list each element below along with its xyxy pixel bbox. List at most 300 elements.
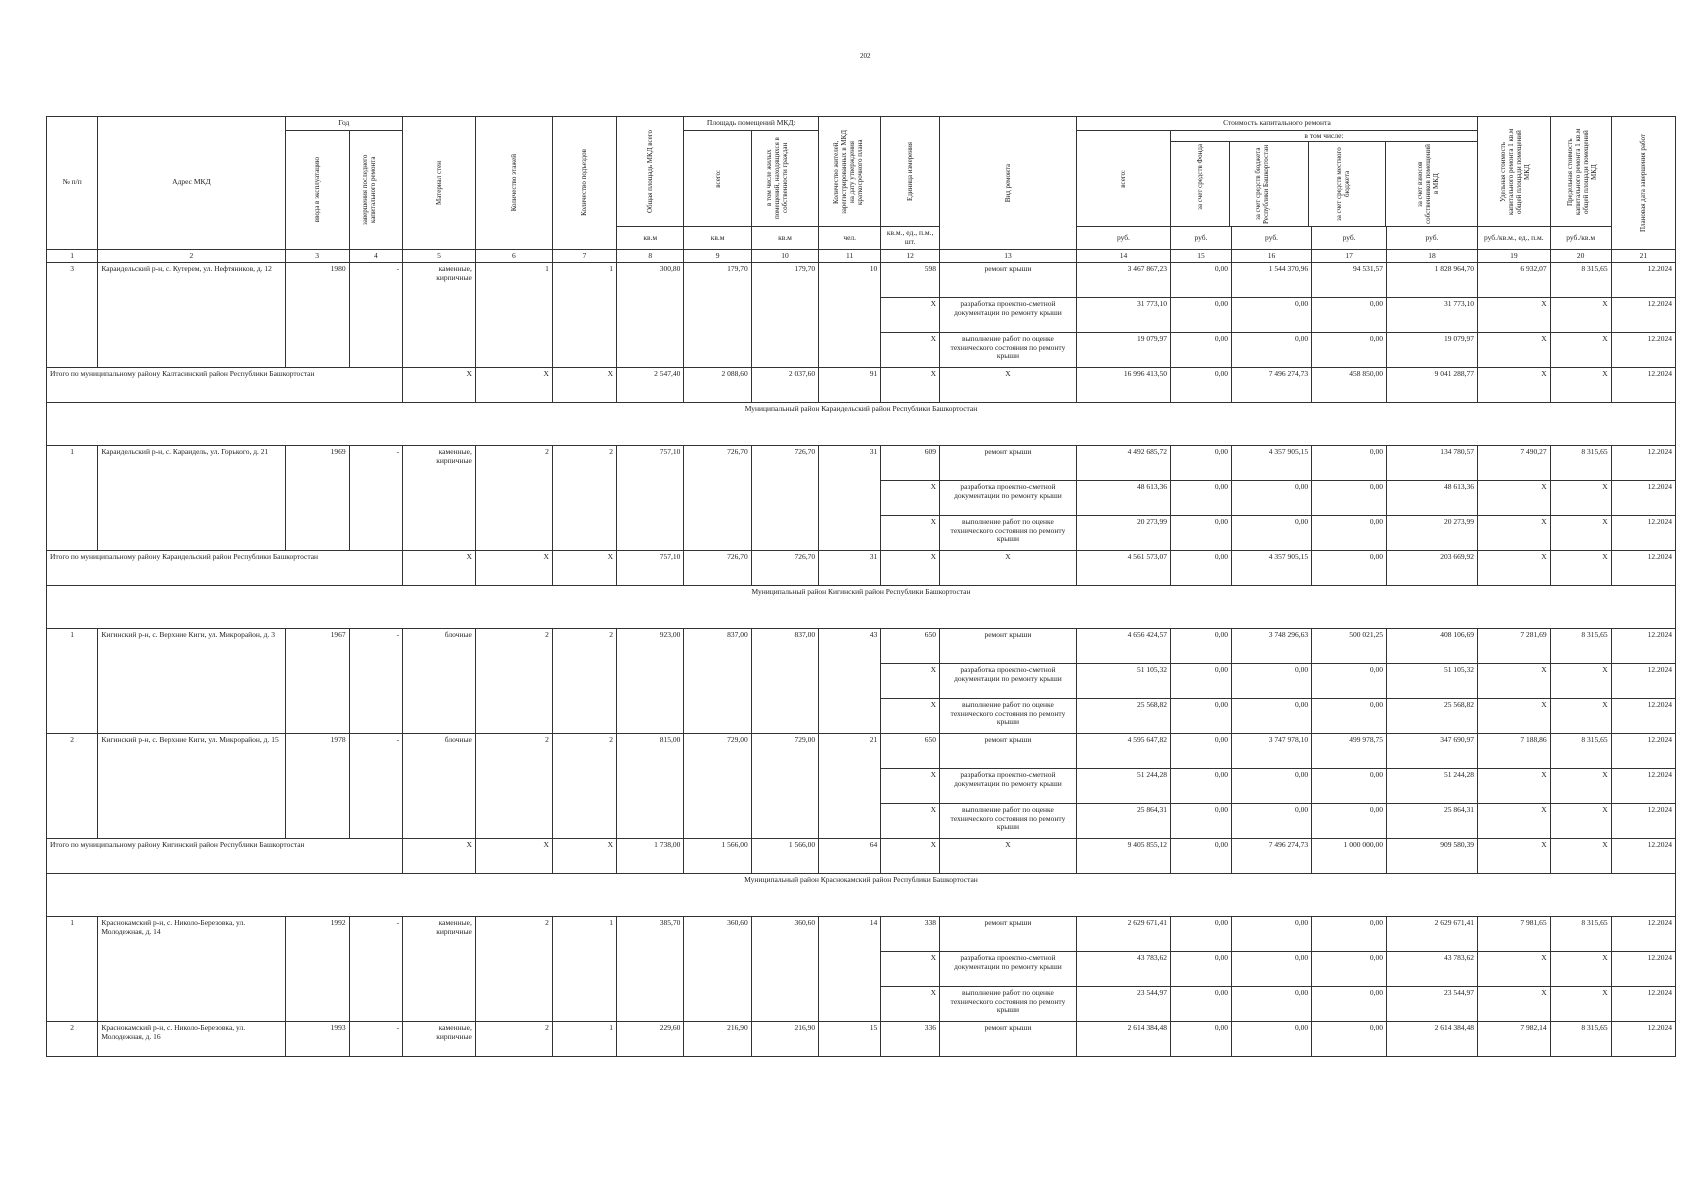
table-cell: 0,00	[1171, 699, 1232, 734]
table-cell: Кигинский р-н, с. Верхние Киги, ул. Микрорайон, д. 15	[98, 734, 285, 839]
table-cell: 0,00	[1312, 917, 1387, 952]
table-cell: 1	[552, 263, 616, 368]
table-cell: 48 613,36	[1076, 481, 1170, 516]
capital-repair-table	[46, 116, 1676, 1057]
col-num: 2	[98, 249, 285, 263]
table-cell: 2	[475, 629, 552, 734]
table-cell: 25 864,31	[1387, 804, 1478, 839]
table-cell: 43	[819, 629, 881, 734]
table-cell: 12.2024	[1611, 734, 1675, 769]
col-19-header: Удельная стоимость капитального ремонта 1 кв.м общей площади помещений МКД	[1477, 117, 1550, 227]
unit-11: чел.	[819, 227, 881, 249]
table-cell: 12.2024	[1611, 481, 1675, 516]
table-cell: 19 079,97	[1387, 333, 1478, 368]
page-number: 202	[860, 52, 871, 60]
table-cell: 20 273,99	[1076, 516, 1170, 551]
table-row	[47, 917, 1676, 952]
table-cell: 0,00	[1171, 769, 1232, 804]
table-cell: 0,00	[1231, 987, 1311, 1022]
table-cell: X	[1550, 664, 1611, 699]
table-cell: 757,10	[617, 446, 684, 551]
table-cell: 338	[881, 917, 940, 952]
table-cell: 2 614 384,48	[1387, 1022, 1478, 1057]
table-cell: X	[1550, 769, 1611, 804]
col-num: 20	[1550, 249, 1611, 263]
table-cell: 134 780,57	[1387, 446, 1478, 481]
table-cell: 7 490,27	[1477, 446, 1550, 481]
table-cell: 0,00	[1231, 516, 1311, 551]
table-cell: 0,00	[1312, 804, 1387, 839]
table-cell: 1967	[285, 629, 349, 734]
table-cell: 4 492 685,72	[1076, 446, 1170, 481]
table-cell: X	[881, 333, 940, 368]
table-cell: 43 783,62	[1387, 952, 1478, 987]
table-cell: Краснокамский р-н, с. Николо-Березовка, ул. Молодежная, д. 16	[98, 1022, 285, 1057]
total-row	[47, 839, 1676, 874]
table-cell: разработка проектно-сметной документации по ремонту крыши	[940, 769, 1077, 804]
table-cell: 300,80	[617, 263, 684, 368]
table-cell: 1	[47, 629, 98, 734]
table-cell: 8 315,65	[1550, 1022, 1611, 1057]
table-cell: 650	[881, 734, 940, 769]
total-row	[47, 368, 1676, 403]
table-cell: 0,00	[1231, 699, 1311, 734]
table-cell: 12.2024	[1611, 298, 1675, 333]
col-21-header: Плановая дата завершения работ	[1611, 117, 1675, 250]
table-cell: 0,00	[1171, 368, 1232, 403]
table-cell: X	[475, 551, 552, 586]
table-cell: 2	[552, 734, 616, 839]
table-cell: 12.2024	[1611, 263, 1675, 298]
col-12-header: Единица измерения	[881, 117, 940, 227]
table-cell: каменные, кирпичные	[403, 917, 476, 1022]
table-cell: 3 748 296,63	[1231, 629, 1311, 664]
table-cell: 0,00	[1171, 804, 1232, 839]
table-cell: X	[1550, 839, 1611, 874]
table-cell: X	[881, 481, 940, 516]
table-cell: Караидельский р-н, с. Караидель, ул. Горького, д. 21	[98, 446, 285, 551]
table-cell: 0,00	[1171, 629, 1232, 664]
table-cell: 499 978,75	[1312, 734, 1387, 769]
table-cell: 0,00	[1312, 1022, 1387, 1057]
table-cell: 0,00	[1312, 298, 1387, 333]
table-cell: 7 496 274,73	[1231, 368, 1311, 403]
table-cell: 2 614 384,48	[1076, 1022, 1170, 1057]
section-title: Муниципальный район Краснокамский район Республики Башкортостан	[47, 874, 1676, 917]
table-cell: 2	[475, 1022, 552, 1057]
table-cell: 51 105,32	[1076, 664, 1170, 699]
unit-15: руб.	[1171, 227, 1232, 249]
table-cell: 48 613,36	[1387, 481, 1478, 516]
table-cell: X	[1477, 952, 1550, 987]
table-cell: 94 531,57	[1312, 263, 1387, 298]
table-row	[47, 263, 1676, 298]
table-cell: 12.2024	[1611, 446, 1675, 481]
table-cell: 0,00	[1312, 551, 1387, 586]
table-cell: 500 021,25	[1312, 629, 1387, 664]
table-cell: 1	[47, 446, 98, 551]
table-row	[47, 1022, 1676, 1057]
table-cell: 20 273,99	[1387, 516, 1478, 551]
table-cell: 909 580,39	[1387, 839, 1478, 874]
table-cell: X	[1477, 516, 1550, 551]
table-cell: 729,00	[684, 734, 751, 839]
table-cell: X	[1477, 769, 1550, 804]
table-cell: 7 982,14	[1477, 1022, 1550, 1057]
table-cell: X	[1477, 333, 1550, 368]
year-group-header: Год	[285, 117, 403, 131]
col-20-header: Предельная стоимость капитального ремонта 1 кв.м общей площади помещений МКД	[1550, 117, 1611, 227]
section-row	[47, 403, 1676, 446]
table-cell: 0,00	[1312, 333, 1387, 368]
total-label: Итого по муниципальному району Кигинский район Республики Башкортостан	[47, 839, 403, 874]
table-cell: 0,00	[1171, 298, 1232, 333]
table-cell: X	[881, 516, 940, 551]
table-cell: X	[475, 368, 552, 403]
table-cell: разработка проектно-сметной документации по ремонту крыши	[940, 298, 1077, 333]
table-cell: 2	[552, 446, 616, 551]
table-row	[47, 734, 1676, 769]
table-cell: 923,00	[617, 629, 684, 734]
table-cell: 726,70	[684, 446, 751, 551]
table-cell: 0,00	[1231, 298, 1311, 333]
table-cell: 0,00	[1171, 987, 1232, 1022]
section-title: Муниципальный район Кигинский район Республики Башкортостан	[47, 586, 1676, 629]
table-cell: 0,00	[1312, 481, 1387, 516]
table-cell: 16 996 413,50	[1076, 368, 1170, 403]
col-num: 21	[1611, 249, 1675, 263]
table-cell: 12.2024	[1611, 839, 1675, 874]
table-cell: X	[552, 839, 616, 874]
table-cell: 0,00	[1312, 952, 1387, 987]
col-2-header: Адрес МКД	[98, 117, 285, 250]
table-cell: X	[1550, 333, 1611, 368]
table-cell: каменные, кирпичные	[403, 446, 476, 551]
table-cell: 4 561 573,07	[1076, 551, 1170, 586]
table-cell: 3 747 978,10	[1231, 734, 1311, 769]
table-cell: 12.2024	[1611, 368, 1675, 403]
table-cell: 1992	[285, 917, 349, 1022]
table-cell: X	[1550, 804, 1611, 839]
table-cell: 1	[47, 917, 98, 1022]
table-cell: -	[349, 734, 402, 839]
table-cell: X	[1477, 481, 1550, 516]
total-label: Итого по муниципальному району Караидельский район Республики Башкортостан	[47, 551, 403, 586]
table-cell: 757,10	[617, 551, 684, 586]
table-cell: 0,00	[1312, 516, 1387, 551]
table-cell: Кигинский р-н, с. Верхние Киги, ул. Микрорайон, д. 3	[98, 629, 285, 734]
table-cell: выполнение работ по оценке технического состояния по ремонту крыши	[940, 804, 1077, 839]
table-cell: X	[552, 551, 616, 586]
table-cell: X	[403, 551, 476, 586]
table-cell: 726,70	[684, 551, 751, 586]
table-cell: 19 079,97	[1076, 333, 1170, 368]
unit-16: руб.	[1231, 227, 1311, 249]
table-cell: 1993	[285, 1022, 349, 1057]
table-cell: 12.2024	[1611, 769, 1675, 804]
table-cell: 0,00	[1171, 446, 1232, 481]
area-group-header: Площадь помещений МКД:	[684, 117, 819, 131]
unit-14: руб.	[1076, 227, 1170, 249]
table-cell: разработка проектно-сметной документации по ремонту крыши	[940, 481, 1077, 516]
table-cell: 0,00	[1171, 839, 1232, 874]
table-cell: 6 932,07	[1477, 263, 1550, 298]
col-11-header: Количество жителей, зарегистрированных в МКД на дату утверждения краткосрочного плана	[819, 117, 881, 227]
table-cell: 2 547,40	[617, 368, 684, 403]
table-cell: 0,00	[1312, 769, 1387, 804]
table-cell: ремонт крыши	[940, 629, 1077, 664]
table-cell: X	[881, 551, 940, 586]
table-cell: 1 566,00	[751, 839, 818, 874]
table-cell: X	[1550, 987, 1611, 1022]
table-cell: 12.2024	[1611, 987, 1675, 1022]
table-cell: 650	[881, 629, 940, 664]
table-cell: 2	[552, 629, 616, 734]
col-17-header: за счет средств местного бюджета	[1309, 142, 1385, 226]
table-cell: 12.2024	[1611, 952, 1675, 987]
table-cell: 12.2024	[1611, 664, 1675, 699]
table-cell: 12.2024	[1611, 629, 1675, 664]
table-cell: каменные, кирпичные	[403, 1022, 476, 1057]
table-cell: 360,60	[684, 917, 751, 1022]
cost-sub-header: в том числе:	[1171, 131, 1477, 143]
table-cell: 179,70	[684, 263, 751, 368]
table-cell: X	[1550, 298, 1611, 333]
table-cell: 64	[819, 839, 881, 874]
section-row	[47, 874, 1676, 917]
table-cell: 12.2024	[1611, 333, 1675, 368]
column-number-row	[47, 249, 1676, 263]
table-cell: 8 315,65	[1550, 734, 1611, 769]
table-cell: 91	[819, 368, 881, 403]
table-cell: X	[1550, 368, 1611, 403]
unit-18: руб.	[1387, 227, 1478, 249]
table-body	[47, 263, 1676, 1057]
table-cell: разработка проектно-сметной документации по ремонту крыши	[940, 952, 1077, 987]
col-16-header: за счет средств бюджета Республики Башкортостан	[1229, 142, 1309, 226]
table-cell: -	[349, 263, 402, 368]
table-cell: Караидельский р-н, с. Кутерем, ул. Нефтяников, д. 12	[98, 263, 285, 368]
unit-17: руб.	[1312, 227, 1387, 249]
table-cell: 2	[475, 446, 552, 551]
table-cell: 726,70	[751, 446, 818, 551]
table-cell: 8 315,65	[1550, 263, 1611, 298]
table-cell: 0,00	[1231, 769, 1311, 804]
table-cell: 1969	[285, 446, 349, 551]
table-cell: 12.2024	[1611, 551, 1675, 586]
table-cell: 8 315,65	[1550, 446, 1611, 481]
col-num: 3	[285, 249, 349, 263]
table-cell: X	[403, 839, 476, 874]
table-cell: 0,00	[1312, 699, 1387, 734]
table-cell: X	[1477, 839, 1550, 874]
table-cell: 609	[881, 446, 940, 481]
table-cell: 229,60	[617, 1022, 684, 1057]
table-cell: 51 105,32	[1387, 664, 1478, 699]
table-cell: X	[1550, 952, 1611, 987]
table-cell: 0,00	[1171, 664, 1232, 699]
table-cell: 0,00	[1171, 481, 1232, 516]
col-num: 14	[1076, 249, 1170, 263]
table-cell: 336	[881, 1022, 940, 1057]
cost-group-header: Стоимость капитального ремонта	[1076, 117, 1477, 131]
table-cell: 0,00	[1312, 664, 1387, 699]
table-cell: X	[475, 839, 552, 874]
table-cell: X	[1550, 699, 1611, 734]
cost-sub-wrapper	[1171, 130, 1478, 227]
col-num: 12	[881, 249, 940, 263]
table-cell: 815,00	[617, 734, 684, 839]
table-cell: 8 315,65	[1550, 917, 1611, 952]
table-cell: -	[349, 1022, 402, 1057]
table-cell: 598	[881, 263, 940, 298]
table-cell: 9 405 855,12	[1076, 839, 1170, 874]
col-num: 19	[1477, 249, 1550, 263]
table-cell: 0,00	[1231, 1022, 1311, 1057]
table-cell: 23 544,97	[1387, 987, 1478, 1022]
section-row	[47, 586, 1676, 629]
table-cell: 2	[475, 734, 552, 839]
col-num: 11	[819, 249, 881, 263]
table-row	[47, 446, 1676, 481]
table-cell: разработка проектно-сметной документации по ремонту крыши	[940, 664, 1077, 699]
col-num: 8	[617, 249, 684, 263]
table-cell: 203 669,92	[1387, 551, 1478, 586]
table-cell: 0,00	[1231, 952, 1311, 987]
col-15-header: за счет средств Фонда	[1171, 142, 1229, 226]
table-cell: 458 850,00	[1312, 368, 1387, 403]
table-cell: 4 656 424,57	[1076, 629, 1170, 664]
table-cell: 0,00	[1231, 481, 1311, 516]
table-cell: 0,00	[1231, 804, 1311, 839]
table-cell: 51 244,28	[1387, 769, 1478, 804]
table-cell: 1	[552, 917, 616, 1022]
table-cell: 2 088,60	[684, 368, 751, 403]
table-cell: 51 244,28	[1076, 769, 1170, 804]
table-cell: 7 981,65	[1477, 917, 1550, 952]
table-cell: 21	[819, 734, 881, 839]
col-9-header: всего:	[684, 130, 751, 227]
table-cell: X	[1477, 804, 1550, 839]
col-3-header: ввода в эксплуатацию	[285, 130, 349, 249]
col-num: 17	[1312, 249, 1387, 263]
table-cell: ремонт крыши	[940, 1022, 1077, 1057]
table-cell: 3 467 867,23	[1076, 263, 1170, 298]
table-cell: блочные	[403, 629, 476, 734]
table-cell: 12.2024	[1611, 804, 1675, 839]
table-cell: X	[881, 987, 940, 1022]
unit-10: кв.м	[751, 227, 818, 249]
total-row	[47, 551, 1676, 586]
table-cell: X	[1477, 664, 1550, 699]
table-cell: 1978	[285, 734, 349, 839]
table-cell: 3	[47, 263, 98, 368]
table-cell: 216,90	[751, 1022, 818, 1057]
col-14-header: всего:	[1076, 130, 1170, 227]
table-cell: выполнение работ по оценке технического состояния по ремонту крыши	[940, 333, 1077, 368]
table-cell: X	[881, 664, 940, 699]
table-cell: 12.2024	[1611, 1022, 1675, 1057]
table-cell: X	[1477, 551, 1550, 586]
table-cell: 0,00	[1171, 516, 1232, 551]
col-num: 1	[47, 249, 98, 263]
table-cell: X	[881, 368, 940, 403]
table-cell: 10	[819, 263, 881, 368]
table-cell: -	[349, 917, 402, 1022]
table-cell: 31	[819, 551, 881, 586]
col-8-header: Общая площадь МКД всего	[617, 117, 684, 227]
table-cell: 31	[819, 446, 881, 551]
table-cell: X	[881, 699, 940, 734]
table-cell: 2 037,60	[751, 368, 818, 403]
table-cell: ремонт крыши	[940, 734, 1077, 769]
table-cell: 2	[47, 1022, 98, 1057]
table-cell: 0,00	[1171, 333, 1232, 368]
col-num: 10	[751, 249, 818, 263]
table-cell: 726,70	[751, 551, 818, 586]
col-num: 13	[940, 249, 1077, 263]
table-cell: 4 595 647,82	[1076, 734, 1170, 769]
table-cell: 12.2024	[1611, 699, 1675, 734]
table-cell: 729,00	[751, 734, 818, 839]
table-cell: 216,90	[684, 1022, 751, 1057]
table-cell: X	[1550, 481, 1611, 516]
col-1-header: № п/п	[47, 117, 98, 250]
table-cell: 31 773,10	[1387, 298, 1478, 333]
table-cell: -	[349, 629, 402, 734]
table-cell: 2 629 671,41	[1076, 917, 1170, 952]
table-cell: 8 315,65	[1550, 629, 1611, 664]
col-num: 5	[403, 249, 476, 263]
table-cell: X	[1477, 368, 1550, 403]
table-cell: 9 041 288,77	[1387, 368, 1478, 403]
col-6-header: Количество этажей	[475, 117, 552, 250]
table-cell: -	[349, 446, 402, 551]
table-cell: 1 738,00	[617, 839, 684, 874]
table-cell: ремонт крыши	[940, 446, 1077, 481]
unit-9: кв.м	[684, 227, 751, 249]
table-cell: 837,00	[751, 629, 818, 734]
table-cell: 0,00	[1231, 664, 1311, 699]
table-cell: X	[1477, 298, 1550, 333]
table-cell: 7 281,69	[1477, 629, 1550, 664]
table-cell: X	[1477, 987, 1550, 1022]
col-num: 16	[1231, 249, 1311, 263]
table-cell: 1	[475, 263, 552, 368]
unit-19: руб./кв.м., ед., п.м.	[1477, 227, 1550, 249]
table-cell: 0,00	[1312, 987, 1387, 1022]
table-cell: 0,00	[1171, 917, 1232, 952]
table-cell: 14	[819, 917, 881, 1022]
table-cell: 15	[819, 1022, 881, 1057]
table-cell: 0,00	[1171, 734, 1232, 769]
table-cell: 7 496 274,73	[1231, 839, 1311, 874]
table-cell: 2 629 671,41	[1387, 917, 1478, 952]
table-cell: выполнение работ по оценке технического состояния по ремонту крыши	[940, 987, 1077, 1022]
table-cell: 25 568,82	[1076, 699, 1170, 734]
col-num: 7	[552, 249, 616, 263]
table-cell: 23 544,97	[1076, 987, 1170, 1022]
table-cell: 7 188,86	[1477, 734, 1550, 769]
table-cell: 0,00	[1171, 952, 1232, 987]
table-cell: Краснокамский р-н, с. Николо-Березовка, ул. Молодежная, д. 14	[98, 917, 285, 1022]
table-cell: X	[1477, 699, 1550, 734]
col-num: 18	[1387, 249, 1478, 263]
table-cell: 31 773,10	[1076, 298, 1170, 333]
table-cell: ремонт крыши	[940, 917, 1077, 952]
table-cell: 385,70	[617, 917, 684, 1022]
table-cell: X	[552, 368, 616, 403]
